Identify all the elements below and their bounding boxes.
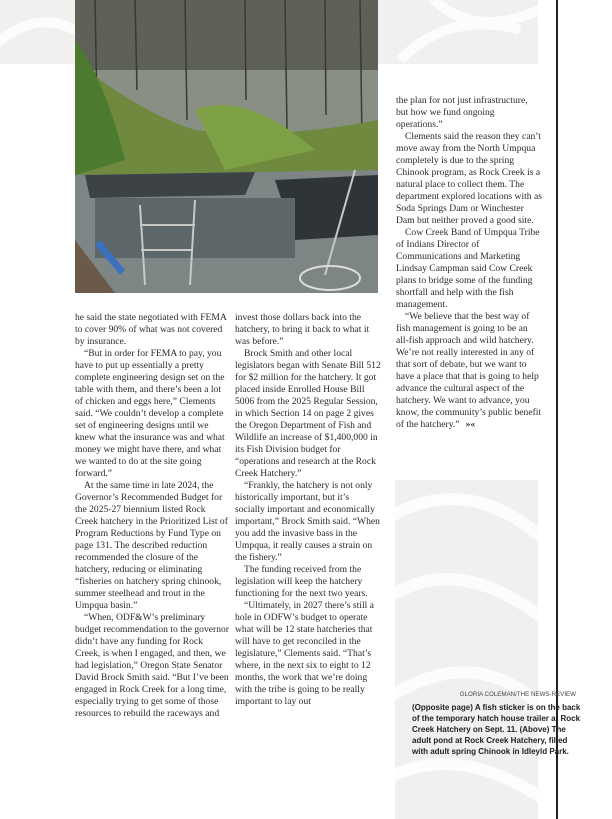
decorative-pattern-right <box>395 480 538 819</box>
paragraph: invest those dollars back into the hatchery, to bring it back to what it was before.” <box>235 312 370 347</box>
photo-caption: (Opposite page) A fish sticker is on the back of the temporary hatch house trailer at Rock Creek Hatchery on Sept. 11. (Above) The adult pond at Rock Creek Hatchery, filled with adult spring Chinook in Idleyld Park. <box>412 703 581 756</box>
paragraph: “But in order for FEMA to pay, you have to put up essentially a pretty complete engineering design set on the table with them, and there’s been a lot of chicken and eggs here,” Clements said. “We couldn’t develop a complete set of engineering designs until we knew what the insurance was and what money we might have there, and what we wanted to do at the site going forward.” <box>75 348 225 479</box>
end-mark-icon: »« <box>465 419 476 430</box>
paragraph-text: “We believe that the best way of fish management is going to be an all-fish approach and wild hatchery. We’re not really interested in any of that sort of debate, but we want to have a place that that is going to help advance the cultural aspect of the hatchery. We want to advance, you know, the community’s public benefit of the hatchery.” <box>396 311 542 430</box>
article-column-1 <box>75 312 229 720</box>
paragraph: “When, ODF&W’s preliminary budget recommendation to the governor didn’t have any funding for Rock Creek, is when I engaged, and then, we had legislation,” Oregon State Senator David Brock Smith said. “But I’ve been engaged in Rock Creek for a long time, especially trying to get some of those resources to rebuild the raceways and <box>75 612 229 719</box>
article-column-3 <box>396 95 542 431</box>
hatchery-pond-photo <box>75 0 378 293</box>
paragraph: Cow Creek Band of Umpqua Tribe of Indians Director of Communications and Marketing Lindsay Campman said Cow Creek plans to bridge some of the funding shortfall and help with the fish management. <box>396 227 540 310</box>
paragraph: Clements said the reason they can’t move away from the North Umpqua completely is due to the spring Chinook program, as Rock Creek is a natural place to collect them. The department explored locations with as Soda Springs Dam or Winchester Dam but neither proved a good site. <box>396 131 542 226</box>
paragraph: The funding received from the legislation will keep the hatchery functioning for the next two years. <box>235 564 368 599</box>
paragraph: “Frankly, the hatchery is not only historically important, but it’s socially important and economically important,” Brock Smith said. “When you add the invasive bass in the Umpqua, it really causes a strain on the fishery.” <box>235 480 380 563</box>
paragraph: “Ultimately, in 2027 there’s still a hole in ODFW’s budget to operate what will be 12 state hatcheries that will have to get reconciled in the legislature,” Clements said. “That’s where, in the next six to eight to 12 months, the work that we’re doing with the tribe is going to be really important to lay out <box>235 600 374 707</box>
paragraph: the plan for not just infrastructure, but how we fund ongoing operations.” <box>396 95 528 130</box>
article-column-2 <box>235 312 381 708</box>
paragraph: he said the state negotiated with FEMA to cover 90% of what was not covered by insurance. <box>75 312 227 347</box>
paragraph: Brock Smith and other local legislators began with Senate Bill 512 for $2 million for the hatchery. It got placed inside Enrolled House Bill 5006 from the 2025 Regular Session, in which Section 14 on page 2 gives the Oregon Department of Fish and Wildlife an increase of $1,400,000 in its Fish Division budget for “operations and research at the Rock Creek Hatchery.” <box>235 348 381 479</box>
paragraph <box>396 311 542 431</box>
photo-credit: GLORIA COLEMAN/THE NEWS-REVIEW <box>459 691 576 698</box>
paragraph: At the same time in late 2024, the Governor’s Recommended Budget for the 2025-27 biennium listed Rock Creek hatchery in the Prioritized List of Program Reductions by Fund Type on page 131. The described reduction recommended the closure of the hatchery, reducing or eliminating “fisheries on hatchery spring chinook, summer steelhead and trout in the Umpqua basin.” <box>75 480 228 611</box>
